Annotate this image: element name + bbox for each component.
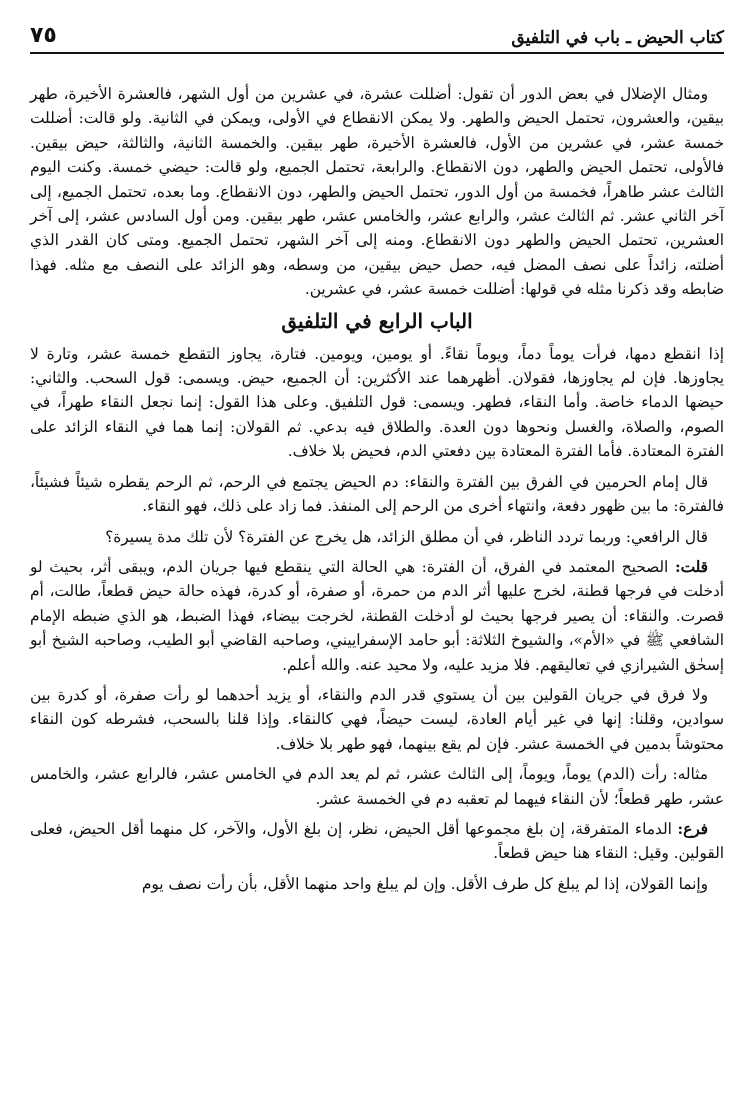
book-page — [30, 14, 724, 1084]
page-number: ٧٥ — [30, 23, 57, 48]
paragraph-rafii: قال الرافعي: وربما تردد الناظر، في أن مطلق الزائد، هل يخرج عن الفترة؟ لأن تلك مدة يسيرة؟ — [105, 527, 708, 546]
far-marker: فرع: — [677, 819, 708, 838]
paragraph-qultu — [30, 555, 724, 677]
paragraph-far — [30, 817, 724, 866]
page-header — [30, 14, 724, 54]
running-title: كتاب الحيض ـ باب في التلفيق — [511, 28, 724, 48]
paragraph-example: مثاله: رأت (الدم) يوماً، ويوماً، إلى الثالث عشر، ثم لم يعد الدم في الخامس عشر، فالرابع عشر، والخامس عشر، طهر قطعاً؛ لأن النقاء فيهما لم تعقبه دم في الخمسة عشر. — [30, 765, 724, 808]
paragraph-final: وإنما القولان، إذا لم يبلغ كل طرف الأقل. وإن لم يبلغ واحد منهما الأقل، بأن رأت نصف يوم — [141, 874, 708, 893]
page-body — [30, 54, 724, 896]
paragraph-no-difference: ولا فرق في جريان القولين بين أن يستوي قدر الدم والنقاء، أو يزيد أحدهما لو رأت صفرة، أو كدرة بين سوادين، وقلنا: إنها في غير أيام العادة، ليست حيضاً، فهي كالنقاء. وإذا قلنا بالسحب، فشرطه كون النقاء محتوشاً بدمين في الخمسة عشر. فإن لم يقع بينهما، فهو طهر بلا خلاف. — [30, 685, 724, 753]
paragraph-imam-haramayn: قال إمام الحرمين في الفرق بين الفترة والنقاء: دم الحيض يجتمع في الرحم، ثم الرحم يقطره شيئاً فشيئاً، فالفترة: ما بين ظهور دفعة، وانتهاء أخرى من الرحم إلى المنفذ. فما زاد على ذلك، فهو النقاء. — [30, 472, 724, 516]
paragraph-idlal-example: ومثال الإضلال في بعض الدور أن تقول: أضللت عشرة، في عشرين من أول الشهر، فالعشرة الأخيرة، طهر بيقين، والعشرون، تحتمل الحيض والطهر. ولا يمكن الانقطاع في الأولى، ويمكن في الثانية. ولو قالت: أضللت خمسة عشر، في عشرين من الأول، فالعشرة الأخيرة، طهر بيقين. والخمسة الثانية، والثالثة، حيض بيقين. فالأولى، تحتمل الحيض والطهر، دون الانقطاع. والرابعة، تحتمل الجميع، ولو قالت: حيضي خمسة. وكنت اليوم الثالث عشر طاهراً، فخمسة من أول الدور، تحتمل الحيض والطهر، دون الانقطاع. وما بعده، تحتمل الجميع، إلى آخر الثاني عشر. ثم الثالث عشر، والرابع عشر، والخامس عشر، طهر بيقين. ومن أول السادس عشر، إلى آخر العشرين، تحتمل الحيض والطهر دون الانقطاع. ومنه إلى آخر الشهر، تحتمل الجميع. ومتى كان القدر الذي أضلته، زائداً على نصف المضل فيه، حصل حيض بيقين، من وسطه، وهو الزائد على النصف مع مثله. فهذا ضابطه وقد ذكرنا مثله في قولها: أضللت خمسة عشر، في عشرين. — [30, 85, 724, 299]
section-heading: الباب الرابع في التلفيق — [281, 308, 473, 333]
qultu-marker: قلت: — [674, 557, 708, 576]
paragraph-talfiq-intro: إذا انقطع دمها، فرأت يوماً دماً، ويوماً نقاءً. أو يومين، ويومين. فتارة، يجاوز التقطع خمسة عشر، وتارة لا يجاوزها. فإن لم يجاوزها، فقولان. أظهرهما عند الأكثرين: أن الجميع، حيض. ويسمى: قول السحب. والثاني: حيضها الدماء خاصة. وأما النقاء، فطهر. ويسمى: قول التلفيق. وعلى هذا القول: إنما نجعل النقاء طهراً، في الصوم، والصلاة، والغسل ونحوها دون العدة. والطلاق فيه بدعي. ثم القولان: إنما هما في النقاء الزائد على الفترة المعتادة. فأما الفترة المعتادة بين دفعتي الدم، فحيض بلا خلاف. — [30, 344, 724, 461]
qultu-text: الصحيح المعتمد في الفرق، أن الفترة: هي الحالة التي ينقطع فيها جريان الدم، ويبقى أثر، بحيث لو أدخلت في فرجها قطنة، لخرج عليها أثر الدم من حمرة، أو صفرة، أو كدرة، فهذه حالة حيض قطعاً، طالت، أم قصرت. والنقاء: أن يصير فرجها بحيث لو أدخلت القطنة، لخرجت بيضاء، فهذا الضبط، هو الذي ضبطه الإمام الشافعي ﷺ في «الأم»، والشيوخ الثلاثة: أبو حامد الإسفراييني، وصاحبه القاضي أبو الطيب، وصاحبه الشيخ أبو إسحٰق الشيرازي في تعاليقهم. فلا مزيد عليه، ولا محيد عنه. والله أعلم. — [30, 557, 724, 674]
far-text: الدماء المتفرقة، إن بلغ مجموعها أقل الحيض، نظر، إن بلغ الأول، والآخر، كل منهما أقل الحيض، فعلى القولين. وقيل: النقاء هنا حيض قطعاً. — [30, 819, 724, 863]
